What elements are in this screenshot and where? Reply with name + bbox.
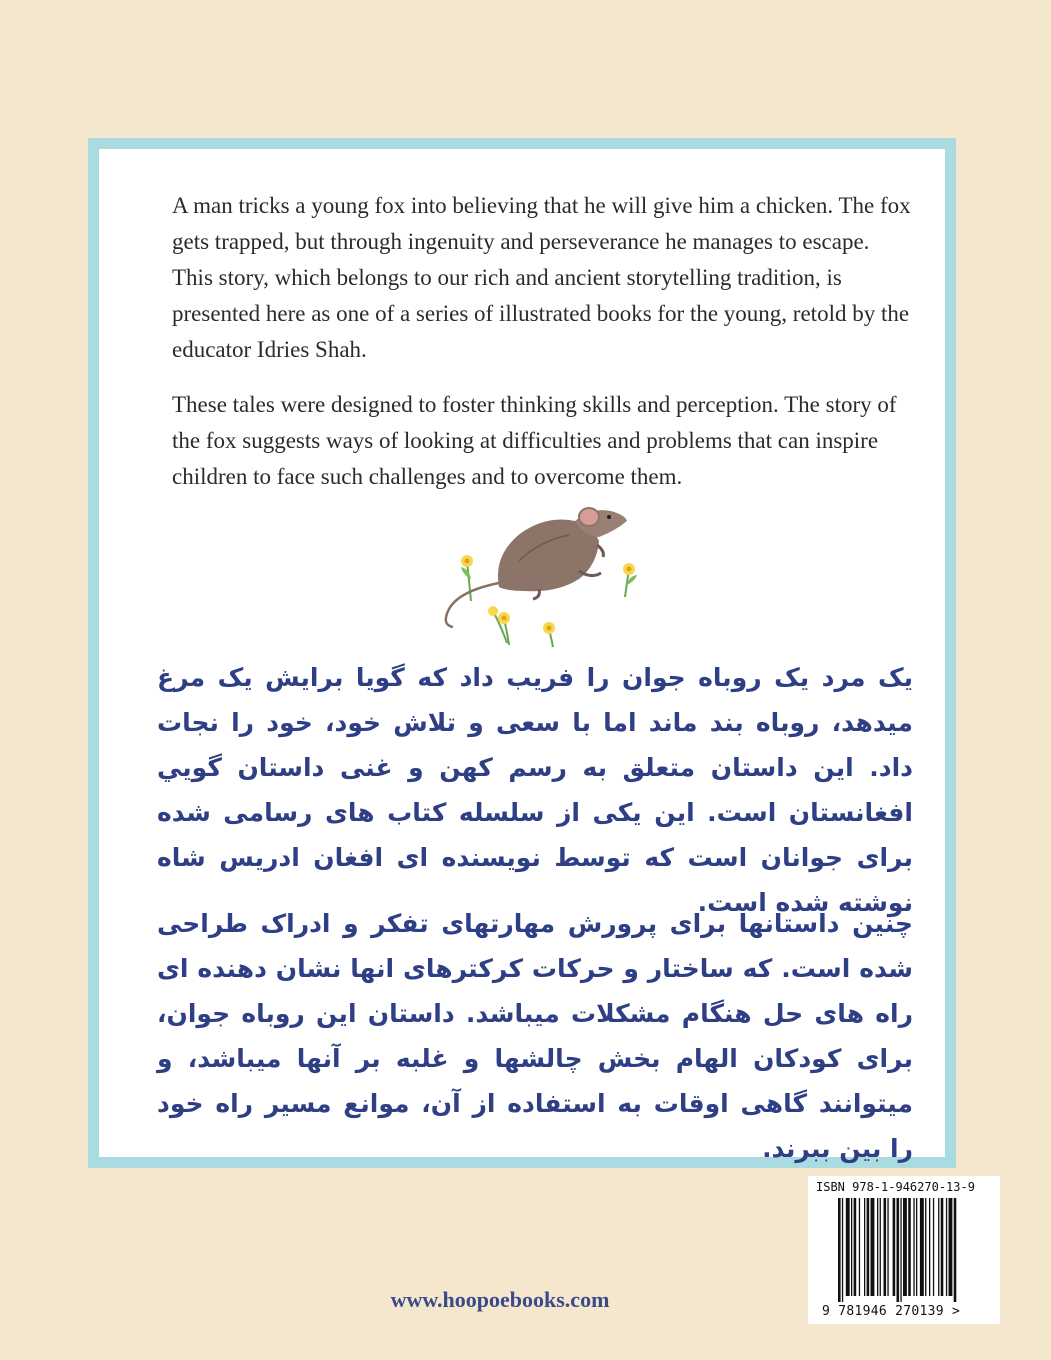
barcode-digits: 9 781946 270139 > (822, 1304, 961, 1319)
flower-icon (623, 563, 637, 597)
description-panel (88, 138, 956, 1168)
flower-icon (488, 606, 510, 645)
website-link[interactable]: www.hoopoebooks.com (390, 1287, 610, 1312)
english-paragraph-2: These tales were designed to foster thinking skills and perception. The story of the fox suggests ways of looking at difficulties and problems that can inspire children to face such challenges and to overcome them. (172, 392, 897, 489)
flower-icon (543, 622, 555, 647)
persian-paragraph-2: چنین داستانها برای پرورش مهارتهای تفکر و ادراک طراحی شده است. که ساختار و حرکات کرکترهای انها نشان دهنده ای راه های حل هنگام مشکلات میباشد. داستان این روباه جوان، برای کودکان الهام بخش چالشها و غلبه بر آنها میباشد، و میتوانند گاهی اوقات به استفاده از آن، موانع مسیر راه خود را بین ببرند. (157, 909, 913, 1163)
mouse-illustration (429, 501, 649, 651)
isbn-label: ISBN 978-1-946270-13-9 (816, 1180, 975, 1194)
english-paragraph-1: A man tricks a young fox into believing that he will give him a chicken. The fox gets trapped, but through ingenuity and perseverance he manages to escape. This story, which belongs to our rich and ancient storytelling tradition, is presented here as one of a series of illustrated books for the young, retold by the educator Idries Shah. (172, 193, 911, 362)
persian-paragraph-1: یک مرد یک روباه جوان را فریب داد که گویا برایش یک مرغ میدهد، روباه بند ماند اما با سعی و تلاش خود، خود را نجات داد. این داستان متعلق به رسم کهن و غنی داستان گويي افغانستان است. این یکی از سلسله کتاب های رسامی شده برای جوانان است که توسط نویسنده ای افغان ادریس شاه نوشته شده است. (157, 663, 913, 917)
